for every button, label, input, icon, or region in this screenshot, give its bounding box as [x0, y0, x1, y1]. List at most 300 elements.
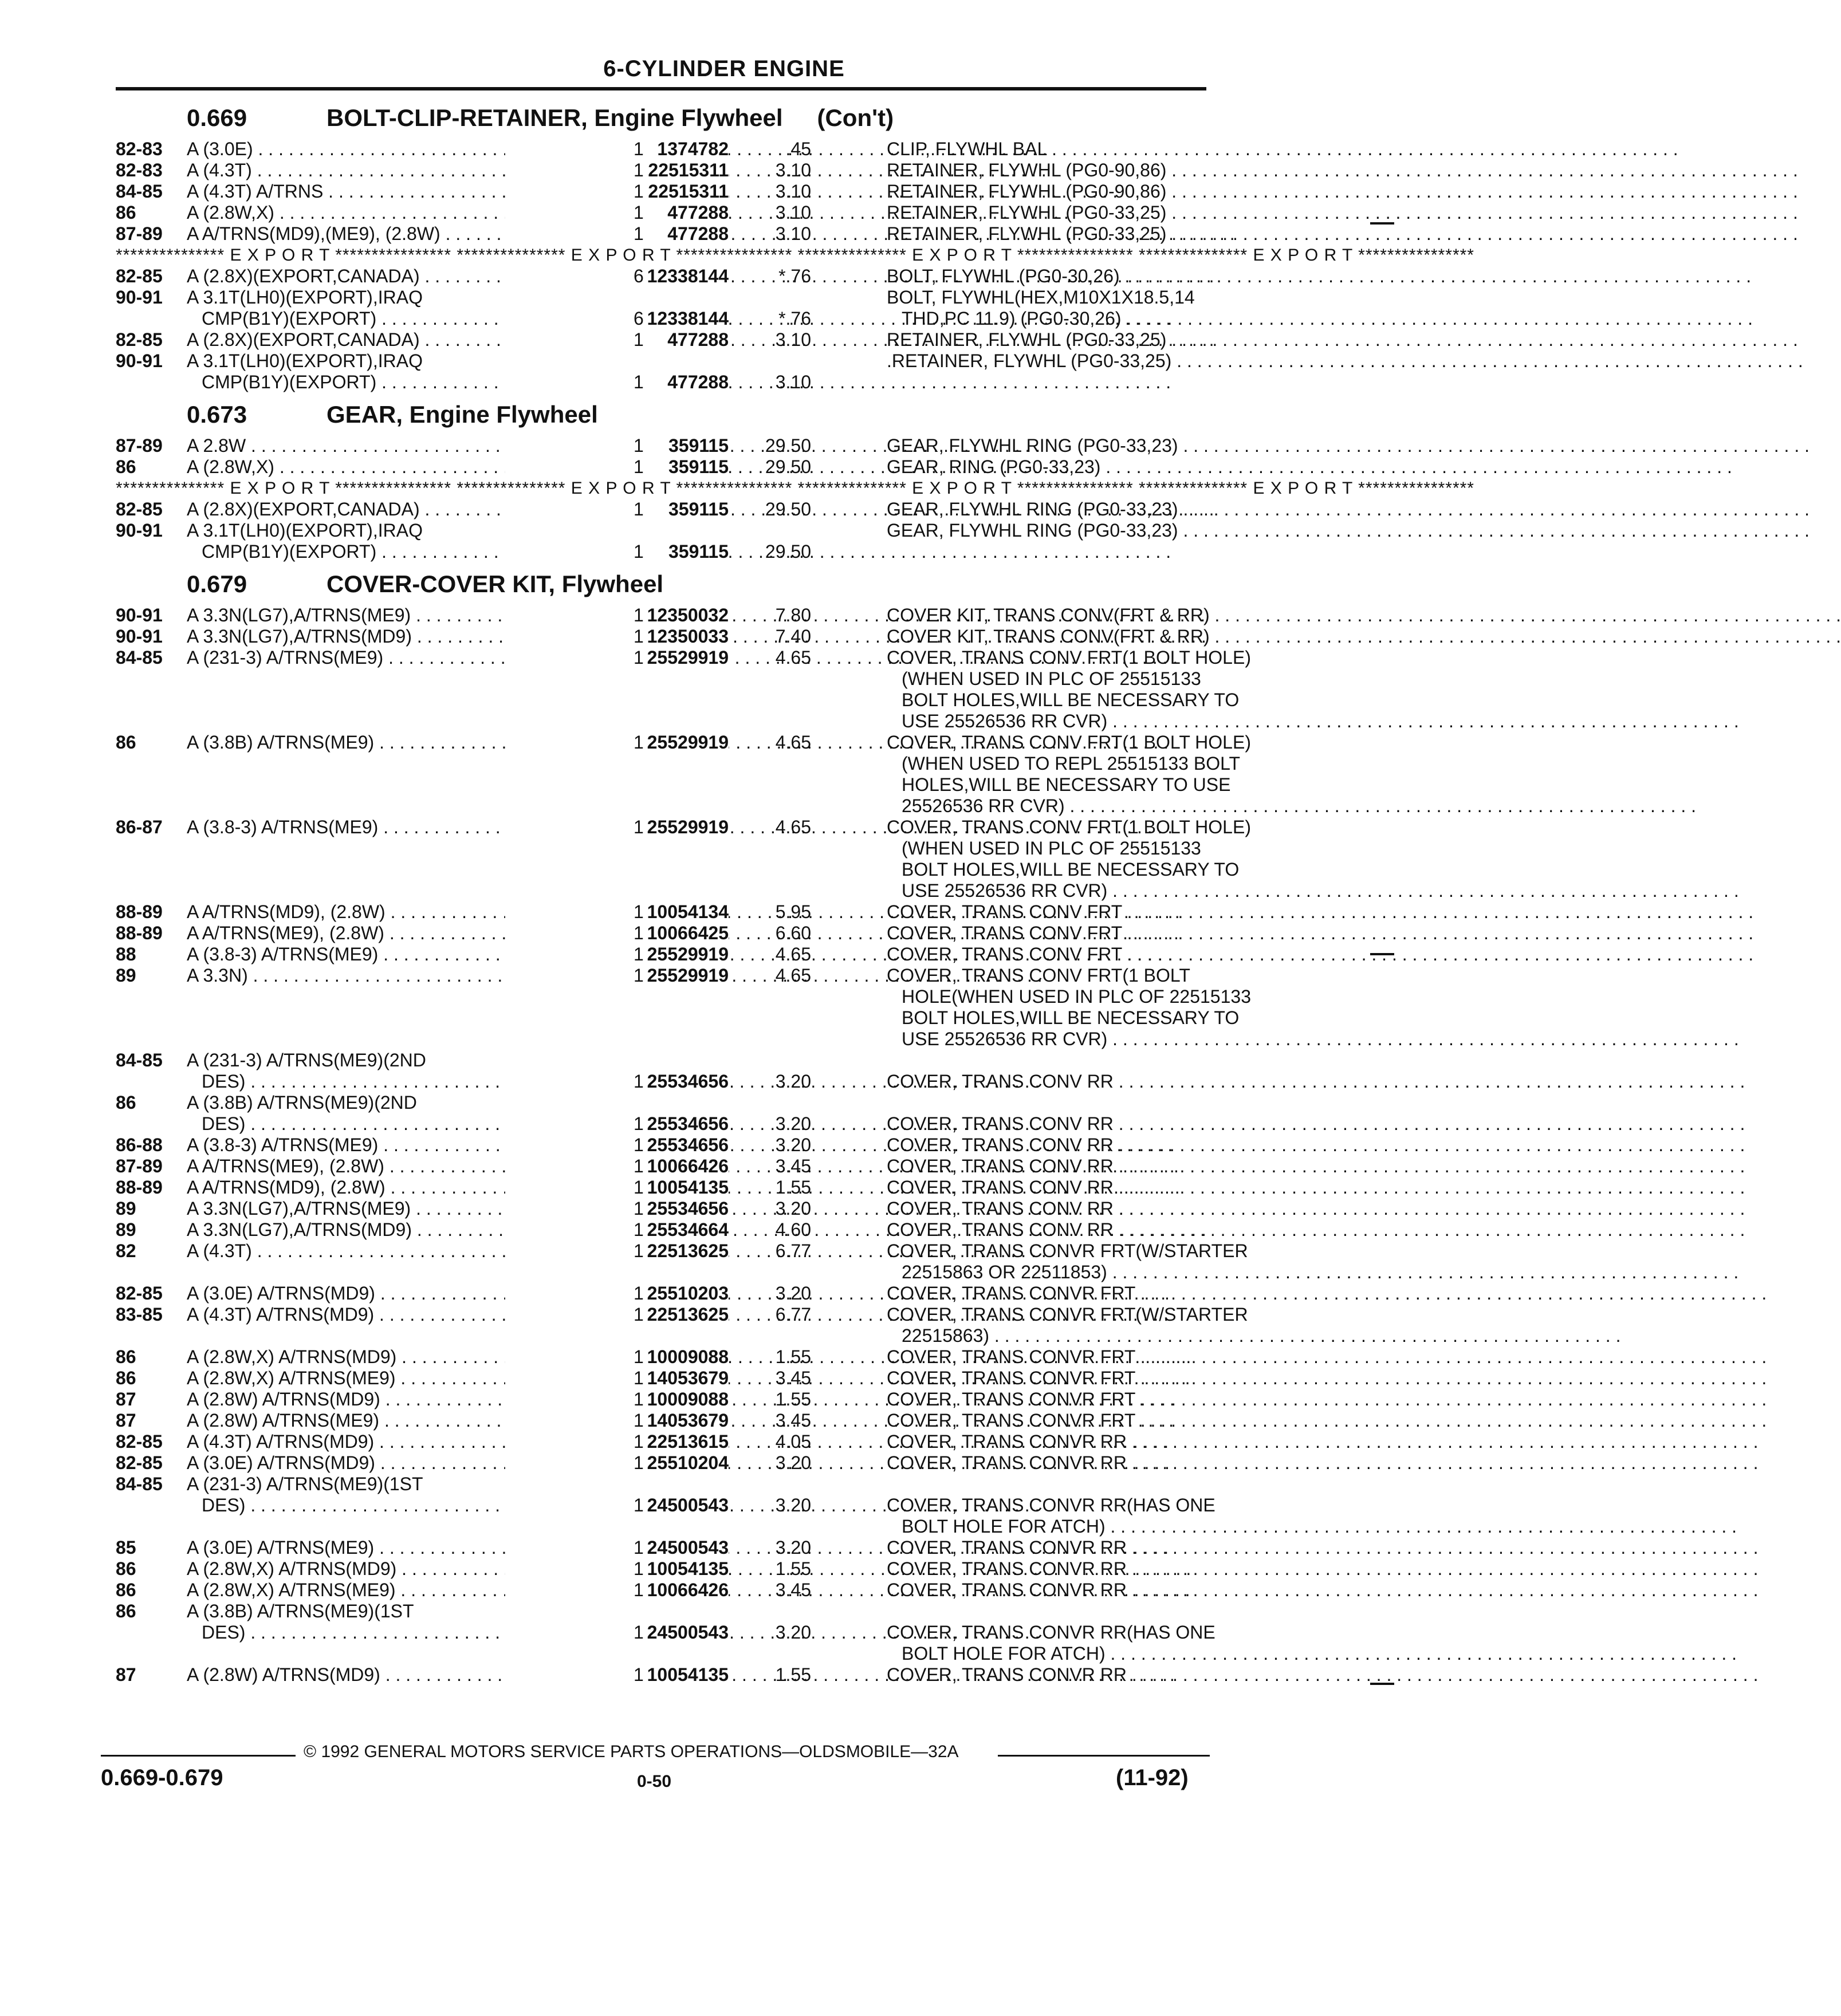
parts-row: [116, 1558, 1206, 1580]
description: [887, 266, 1206, 287]
parts-row: [116, 1601, 1215, 1664]
part-number: 14053679: [505, 1410, 729, 1431]
application-line: A (3.0E) A/TRNS(MD9) . . .: [187, 1283, 611, 1304]
description-line: COVER, TRANS CONVR RR . . .: [887, 1537, 1206, 1558]
price: 3.10: [775, 181, 811, 202]
description: [887, 1410, 1206, 1431]
quantity: 1: [634, 1389, 644, 1409]
price: 29.50: [765, 499, 811, 519]
description: [887, 1368, 1206, 1389]
application-line: DES) . . .: [187, 1495, 611, 1516]
part-number: 25529919: [505, 944, 729, 965]
description-line: COVER, TRANS CONVR RR . . .: [887, 1580, 1206, 1601]
part-number: 25510203: [505, 1283, 729, 1304]
description-line: COVER, TRANS CONV FRT . . .: [887, 901, 1206, 923]
description-line: COVER, TRANS CONVR FRT . . .: [887, 1368, 1206, 1389]
description-line: COVER, TRANS CONV RR . . .: [887, 1113, 1206, 1135]
application-line: A A/TRNS(ME9), (2.8W) . . .: [187, 923, 611, 944]
description: [887, 965, 1251, 1050]
parts-row: [116, 266, 1206, 287]
parts-row: [116, 1580, 1206, 1601]
description: [887, 1580, 1206, 1601]
application-line: A 3.1T(LH0)(EXPORT),IRAQ: [187, 287, 423, 308]
model-years: 82-85: [116, 499, 163, 519]
description: [887, 1177, 1206, 1198]
application-line: DES) . . .: [187, 1071, 611, 1092]
description: [887, 202, 1206, 223]
application-line: CMP(B1Y)(EXPORT) . . .: [187, 308, 611, 329]
application-line: A (2.8W,X) . . .: [187, 202, 611, 223]
application-line: A 2.8W . . .: [187, 435, 611, 456]
quantity: 1: [634, 605, 644, 625]
description: [887, 1092, 1206, 1135]
model-years: 90-91: [116, 520, 163, 541]
application-line: A (4.3T) . . .: [187, 160, 611, 181]
description: [887, 1135, 1206, 1156]
description: [887, 287, 1206, 329]
model-years: 89: [116, 965, 136, 986]
part-number: 477288: [505, 223, 729, 245]
price: 3.45: [775, 1580, 811, 1600]
parts-row: [116, 181, 1206, 202]
quantity: 1: [634, 1622, 644, 1643]
description: [887, 923, 1206, 944]
model-years: 85: [116, 1537, 136, 1558]
parts-row: [116, 1177, 1206, 1198]
part-number: 24500543: [505, 1495, 729, 1516]
price: 3.20: [775, 1495, 811, 1515]
section-code: 0.673: [187, 401, 247, 428]
description-line: .RETAINER, FLYWHL (PG0-33,25) . . .: [887, 351, 1206, 372]
parts-row: [116, 1368, 1206, 1389]
description-line: (WHEN USED IN PLC OF 25515133: [902, 668, 1201, 689]
model-years: 90-91: [116, 605, 163, 625]
description-line: 25526536 RR CVR) . . .: [887, 796, 1206, 817]
price: 3.20: [775, 1135, 811, 1155]
description-line: THD,PC 11.9) (PG0-30,26) . . .: [887, 308, 1206, 329]
application-line: CMP(B1Y)(EXPORT) . . .: [187, 372, 611, 393]
application-line: A (3.0E) A/TRNS(ME9) . . .: [187, 1537, 611, 1558]
parts-row: [116, 1452, 1206, 1474]
part-number: 1374782: [505, 139, 729, 160]
price: 1.55: [775, 1389, 811, 1409]
quantity: 6: [634, 308, 644, 329]
quantity: 1: [634, 1219, 644, 1240]
price: 4.65: [775, 732, 811, 753]
description-line: BOLT HOLES,WILL BE NECESSARY TO: [902, 1007, 1240, 1028]
description: [887, 329, 1206, 351]
description-line: USE 25526536 RR CVR) . . .: [887, 1029, 1206, 1050]
application-line: A (2.8W,X) . . .: [187, 456, 611, 478]
quantity: 1: [634, 944, 644, 964]
parts-row: [116, 287, 1206, 329]
price: 7.80: [775, 605, 811, 625]
price: 7.40: [775, 626, 811, 647]
quantity: 1: [634, 372, 644, 392]
model-years: 86: [116, 1580, 136, 1600]
application-line: A (4.3T) A/TRNS . . .: [187, 181, 611, 202]
part-number: 10009088: [505, 1346, 729, 1368]
price: 3.20: [775, 1198, 811, 1219]
model-years: 87: [116, 1410, 136, 1431]
part-number: 25534656: [505, 1113, 729, 1135]
parts-row: [116, 732, 1251, 817]
description-line: COVER, TRANS CONV FRT(1 BOLT HOLE): [887, 732, 1251, 753]
page-title: 6-CYLINDER ENGINE: [603, 56, 845, 81]
section-title: [326, 570, 663, 598]
quantity: 1: [634, 139, 644, 159]
description-line: COVER, TRANS CONVR RR . . .: [887, 1452, 1206, 1474]
part-number: 25534656: [505, 1198, 729, 1219]
price: 3.20: [775, 1283, 811, 1304]
description: [887, 1304, 1248, 1346]
parts-row: [116, 1431, 1206, 1452]
quantity: 1: [634, 1177, 644, 1198]
application-line: CMP(B1Y)(EXPORT) . . .: [187, 541, 611, 562]
quantity: 1: [634, 901, 644, 922]
application-line: A (3.8-3) A/TRNS(ME9) . . .: [187, 944, 611, 965]
application-line: A (2.8X)(EXPORT,CANADA) . . .: [187, 499, 611, 520]
parts-row: [116, 965, 1251, 1050]
price: 4.65: [775, 647, 811, 668]
price: 6.60: [775, 923, 811, 943]
part-number: 10009088: [505, 1389, 729, 1410]
application-line: A (2.8W) A/TRNS(MD9) . . .: [187, 1664, 611, 1686]
price: 6.77: [775, 1304, 811, 1325]
parts-row: [116, 901, 1206, 923]
parts-row: [116, 1474, 1215, 1537]
description: [887, 647, 1251, 732]
description-line: COVER, TRANS CONV FRT(1 BOLT: [887, 965, 1190, 986]
description-line: COVER, TRANS CONVR RR(HAS ONE: [887, 1495, 1215, 1515]
part-number: 359115: [505, 435, 729, 456]
description-line: CLIP, FLYWHL BAL . . .: [887, 139, 1206, 160]
description-line: RETAINER, FLYWHL (PG0-33,25) . . .: [887, 329, 1206, 351]
model-years: 86: [116, 202, 136, 223]
section-title: [326, 104, 894, 132]
quantity: 1: [634, 965, 644, 986]
model-years: 88-89: [116, 1177, 163, 1198]
parts-row: [116, 456, 1206, 478]
parts-row: [116, 923, 1206, 944]
model-years: 87-89: [116, 1156, 163, 1176]
application-line: A (2.8W,X) A/TRNS(MD9) . . .: [187, 1558, 611, 1580]
application-line: A (4.3T) A/TRNS(MD9) . . .: [187, 1431, 611, 1452]
part-number: 12350033: [505, 626, 729, 647]
description: [887, 1452, 1206, 1474]
application-line: A (2.8X)(EXPORT,CANADA) . . .: [187, 329, 611, 351]
description: [887, 181, 1206, 202]
parts-row: [116, 1346, 1206, 1368]
application-line: A 3.3N) . . .: [187, 965, 611, 986]
quantity: 1: [634, 1452, 644, 1473]
part-number: 477288: [505, 329, 729, 351]
part-number: 22515311: [505, 160, 729, 181]
parts-row: [116, 1537, 1206, 1558]
description-line: COVER, TRANS CONVR RR . . .: [887, 1431, 1206, 1452]
parts-row: [116, 329, 1206, 351]
price: 1.55: [775, 1664, 811, 1685]
application-line: A (4.3T) A/TRNS(MD9) . . .: [187, 1304, 611, 1325]
description: [887, 605, 1210, 626]
description: [887, 139, 1206, 160]
model-years: 82-83: [116, 139, 163, 159]
description-line: [887, 1601, 1206, 1622]
description: [887, 1346, 1206, 1368]
section-code: 0.679: [187, 570, 247, 597]
part-number: 25534656: [505, 1135, 729, 1156]
price: 1.55: [775, 1558, 811, 1579]
description-line: COVER, TRANS CONVR FRT . . .: [887, 1283, 1206, 1304]
parts-row: [116, 1304, 1248, 1346]
price: 29.50: [765, 435, 811, 456]
application-line: A (231-3) A/TRNS(ME9) . . .: [187, 647, 611, 668]
description: [887, 1537, 1206, 1558]
description-line: HOLE(WHEN USED IN PLC OF 22515133: [902, 986, 1251, 1007]
section-header: [116, 393, 1206, 435]
quantity: 1: [634, 1664, 644, 1685]
description-line: COVER, TRANS CONVR FRT . . .: [887, 1389, 1206, 1410]
parts-row: [116, 1389, 1206, 1410]
part-number: 25510204: [505, 1452, 729, 1474]
description: [887, 351, 1206, 372]
model-years: 87-89: [116, 435, 163, 456]
application-line: A (2.8X)(EXPORT,CANADA) . . .: [187, 266, 611, 287]
parts-row: [116, 1219, 1206, 1241]
parts-row: [116, 1283, 1206, 1304]
price: 3.45: [775, 1368, 811, 1388]
section-title-text: BOLT-CLIP-RETAINER, Engine Flywheel: [326, 104, 783, 131]
description-line: USE 25526536 RR CVR) . . .: [887, 880, 1206, 901]
description: [887, 1389, 1206, 1410]
part-number: 25529919: [505, 817, 729, 838]
application-line: A (231-3) A/TRNS(ME9)(1ST: [187, 1474, 423, 1494]
part-number: 12338144: [505, 308, 729, 329]
price: 3.20: [775, 1452, 811, 1473]
parts-row: [116, 944, 1206, 965]
application-line: A (3.8-3) A/TRNS(ME9) . . .: [187, 1135, 611, 1156]
price: *.76: [778, 266, 811, 286]
model-years: 82-83: [116, 160, 163, 180]
description-line: COVER, TRANS CONV RR . . .: [887, 1071, 1206, 1092]
description-line: COVER KIT, TRANS CONV(FRT & RR) . . .: [887, 605, 1206, 626]
description-line: COVER, TRANS CONV RR . . .: [887, 1135, 1206, 1156]
model-years: 86: [116, 1092, 136, 1113]
description: [887, 1156, 1206, 1177]
application-line: DES) . . .: [187, 1113, 611, 1135]
price: 4.05: [775, 1431, 811, 1452]
section-continued: (Con't): [817, 104, 894, 131]
description: [887, 160, 1206, 181]
description: [887, 435, 1206, 456]
parts-row: [116, 520, 1206, 562]
price: 4.65: [775, 817, 811, 837]
description-line: HOLES,WILL BE NECESSARY TO USE: [902, 774, 1231, 795]
description: [887, 1219, 1206, 1241]
part-number: 25534664: [505, 1219, 729, 1241]
application-line: A 3.1T(LH0)(EXPORT),IRAQ: [187, 520, 423, 541]
description-line: COVER, TRANS CONV FRT . . .: [887, 923, 1206, 944]
part-number: 25534656: [505, 1071, 729, 1092]
description-line: COVER, TRANS CONVR FRT . . .: [887, 1410, 1206, 1431]
quantity: 1: [634, 647, 644, 668]
description-line: COVER, TRANS CONV FRT . . .: [887, 944, 1206, 965]
price: 3.45: [775, 1410, 811, 1431]
description-line: GEAR, RING (PG0-33,23) . . .: [887, 456, 1206, 478]
model-years: 90-91: [116, 626, 163, 647]
parts-row: [116, 435, 1206, 456]
model-years: 86: [116, 1368, 136, 1388]
price: *.76: [778, 308, 811, 329]
model-years: 88: [116, 944, 136, 964]
export-divider: *************** E X P O R T **************** *************** E X P O R T **************** *************** E X P O R T **************** *************** E X P O R T ****************: [116, 479, 1474, 498]
description-line: COVER, TRANS CONV FRT(1 BOLT HOLE): [887, 817, 1251, 837]
application-line: A (3.0E) . . .: [187, 139, 611, 160]
model-years: 84-85: [116, 1474, 163, 1494]
price: 3.20: [775, 1113, 811, 1134]
application-line: A A/TRNS(ME9), (2.8W) . . .: [187, 1156, 611, 1177]
description-line: RETAINER, FLYWHL (PG0-90,86) . . .: [887, 181, 1206, 202]
model-years: 82-85: [116, 329, 163, 350]
price: 3.45: [775, 1156, 811, 1176]
quantity: 1: [634, 626, 644, 647]
description: [887, 1431, 1206, 1452]
header-rule: [116, 87, 1206, 90]
application-line: A (3.8B) A/TRNS(ME9) . . .: [187, 732, 611, 753]
parts-catalog: [116, 96, 1474, 1686]
quantity: 1: [634, 1241, 644, 1261]
part-number: 10066426: [505, 1580, 729, 1601]
export-divider: *************** E X P O R T **************** *************** E X P O R T **************** *************** E X P O R T **************** *************** E X P O R T ****************: [116, 246, 1474, 265]
part-number: 25529919: [505, 965, 729, 986]
price: 1.55: [775, 1177, 811, 1198]
parts-row: [116, 1410, 1206, 1431]
description: [887, 223, 1206, 245]
model-years: 86: [116, 1601, 136, 1621]
parts-row: [116, 1050, 1206, 1092]
application-line: A (231-3) A/TRNS(ME9)(2ND: [187, 1050, 426, 1070]
description: [887, 1558, 1206, 1580]
description: [887, 732, 1251, 817]
footer-page-number: 0-50: [637, 1772, 672, 1791]
model-years: 84-85: [116, 647, 163, 668]
description-line: BOLT, FLYWHL(HEX,M10X1X18.5,14: [887, 287, 1195, 308]
parts-row: [116, 223, 1206, 245]
price: 3.10: [775, 223, 811, 244]
part-number: 10054134: [505, 901, 729, 923]
description-line: COVER, TRANS CONVR FRT(W/STARTER: [887, 1241, 1248, 1261]
part-number: 24500543: [505, 1537, 729, 1558]
quantity: 1: [634, 160, 644, 180]
quantity: 1: [634, 456, 644, 477]
application-line: A (2.8W,X) A/TRNS(MD9) . . .: [187, 1346, 611, 1368]
description: [887, 520, 1206, 541]
part-number: 10066425: [505, 923, 729, 944]
application-line: A (2.8W) A/TRNS(MD9) . . .: [187, 1389, 611, 1410]
application-line: A (2.8W,X) A/TRNS(ME9) . . .: [187, 1580, 611, 1601]
description-line: GEAR, FLYWHL RING (PG0-33,23) . . .: [887, 499, 1206, 520]
description: [887, 944, 1206, 965]
description-line: COVER, TRANS CONV RR . . .: [887, 1177, 1206, 1198]
description: [887, 1474, 1215, 1537]
section-header: [116, 562, 1206, 605]
model-years: 82-85: [116, 1283, 163, 1304]
quantity: 1: [634, 1113, 644, 1134]
description-line: GEAR, FLYWHL RING (PG0-33,23) . . .: [887, 435, 1206, 456]
application-line: A 3.3N(LG7),A/TRNS(MD9) . . .: [187, 626, 611, 647]
description-line: [887, 1092, 1206, 1113]
price: 4.60: [775, 1219, 811, 1240]
description-line: USE 25526536 RR CVR) . . .: [887, 711, 1206, 732]
part-number: 25529919: [505, 732, 729, 753]
part-number: 10054135: [505, 1664, 729, 1686]
quantity: 1: [634, 1283, 644, 1304]
description-line: [887, 1050, 1206, 1071]
model-years: 86: [116, 1558, 136, 1579]
price: 3.20: [775, 1622, 811, 1643]
parts-row: [116, 1241, 1248, 1283]
quantity: 1: [634, 923, 644, 943]
part-number: 14053679: [505, 1368, 729, 1389]
quantity: 1: [634, 1495, 644, 1515]
quantity: 1: [634, 499, 644, 519]
description-line: COVER, TRANS CONVR FRT . . .: [887, 1346, 1206, 1368]
model-years: 82-85: [116, 1452, 163, 1473]
price: 3.20: [775, 1537, 811, 1558]
quantity: 1: [634, 541, 644, 562]
footer-rule-right: [998, 1755, 1210, 1757]
application-line: A 3.3N(LG7),A/TRNS(ME9) . . .: [187, 1198, 611, 1219]
section-title-text: GEAR, Engine Flywheel: [326, 401, 598, 428]
part-number: 22513615: [505, 1431, 729, 1452]
description-line: (WHEN USED IN PLC OF 25515133: [902, 838, 1201, 859]
parts-row: [116, 160, 1206, 181]
part-number: 10054135: [505, 1558, 729, 1580]
description-line: BOLT HOLES,WILL BE NECESSARY TO: [902, 690, 1240, 710]
part-number: 22515311: [505, 181, 729, 202]
parts-row: [116, 499, 1206, 520]
application-line: A (3.8B) A/TRNS(ME9)(1ST: [187, 1601, 414, 1621]
price: 4.65: [775, 944, 811, 964]
description: [887, 1283, 1206, 1304]
model-years: 86-88: [116, 1135, 163, 1155]
description-line: COVER, TRANS CONVR RR . . .: [887, 1664, 1206, 1686]
footer-rule-left: [101, 1755, 296, 1757]
parts-row: [116, 1156, 1206, 1177]
parts-row: [116, 647, 1251, 732]
quantity: 1: [634, 223, 644, 244]
price: 6.77: [775, 1241, 811, 1261]
price: .45: [785, 139, 811, 159]
application-line: A A/TRNS(MD9), (2.8W) . . .: [187, 1177, 611, 1198]
description-line: (WHEN USED TO REPL 25515133 BOLT: [902, 753, 1241, 774]
part-number: 10066426: [505, 1156, 729, 1177]
application-line: A 3.3N(LG7),A/TRNS(ME9) . . .: [187, 605, 611, 626]
model-years: 89: [116, 1219, 136, 1240]
quantity: 1: [634, 435, 644, 456]
price: 4.65: [775, 965, 811, 986]
parts-row: [116, 1135, 1206, 1156]
margin-mark: [1370, 1683, 1394, 1685]
model-years: 90-91: [116, 287, 163, 308]
parts-row: [116, 202, 1206, 223]
price: 3.20: [775, 1071, 811, 1092]
price: 3.10: [775, 372, 811, 392]
model-years: 90-91: [116, 351, 163, 371]
parts-row: [116, 139, 1206, 160]
model-years: 86-87: [116, 817, 163, 837]
parts-row: [116, 1664, 1206, 1686]
